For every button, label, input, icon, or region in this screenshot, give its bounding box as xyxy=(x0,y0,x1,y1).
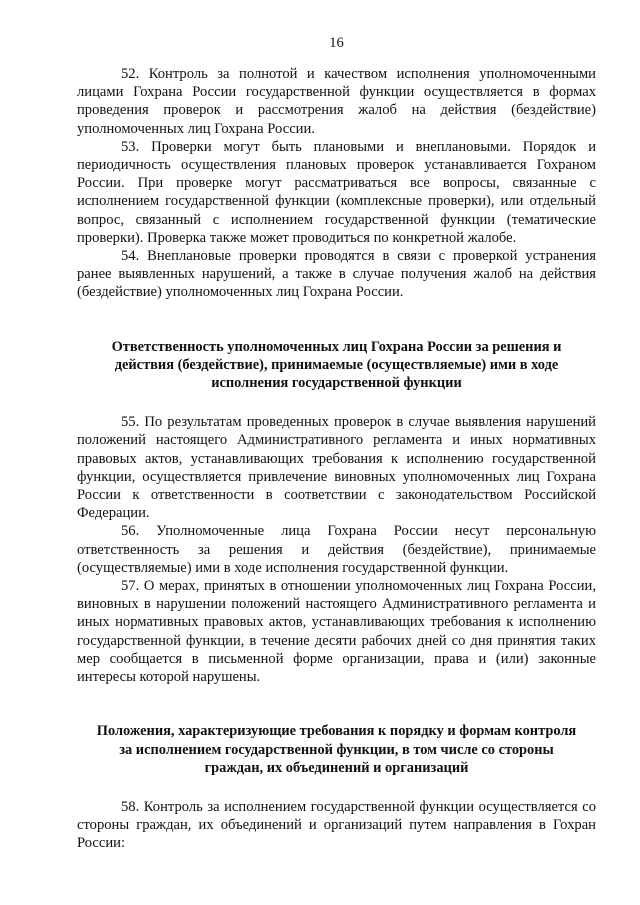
paragraph-54: 54. Внеплановые проверки проводятся в связи с проверкой устранения ранее выявленных нарушений, а также в случае получения жалоб на действия (бездействие) уполномоченных лиц Гохрана России. xyxy=(77,248,596,301)
paragraph-53: 53. Проверки могут быть плановыми и внеплановыми. Порядок и периодичность осуществления плановых проверок устанавливается Гохраном России. При проверке могут рассматриваться все вопросы, связанные с исполнением государственной функции (комплексные проверки), или отдельный вопрос, связанный с исполнением государственной функции (тематические проверки). Проверка также может проводиться по конкретной жалобе. xyxy=(77,138,596,246)
section-heading-control-requirements: Положения, характеризующие требования к порядку и формам контроля за исполнением государственной функции, в том числе со стороны граждан, их объединений и организаций xyxy=(96,723,577,776)
section-heading-responsibility: Ответственность уполномоченных лиц Гохрана России за решения и действия (бездействие), принимаемые (осуществляемые) ими в ходе исполнения государственной функции xyxy=(111,338,562,392)
paragraph-56: 56. Уполномоченные лица Гохрана России несут персональную ответственность за решения и действия (бездействие), принимаемые (осуществляемые) ими в ходе исполнения государственной функции. xyxy=(77,523,596,576)
paragraph-57: 57. О мерах, принятых в отношении уполномоченных лиц Гохрана России, виновных в нарушении положений настоящего Административного регламента и иных нормативных правовых актов, устанавливающих требования к исполнению государственной функции, в течение десяти рабочих дней со дня принятия таких мер сообщается в письменной форме организации, права и (или) законные интересы которой нарушены. xyxy=(77,578,596,686)
spacer xyxy=(77,777,596,798)
paragraph-52: 52. Контроль за полнотой и качеством исполнения уполномоченными лицами Гохрана России государственной функции осуществляется в формах проведения проверок и рассмотрения жалоб на действия (бездействие) уполномоченных лиц Гохрана России. xyxy=(77,66,596,137)
spacer xyxy=(77,302,596,338)
spacer xyxy=(77,392,596,413)
document-page xyxy=(77,34,596,853)
spacer xyxy=(77,686,596,722)
page-number: 16 xyxy=(329,35,344,51)
paragraph-55: 55. По результатам проведенных проверок в случае выявления нарушений положений настоящего Административного регламента и иных нормативных правовых актов, устанавливающих требования к исполнению государственной функции, осуществляется привлечение виновных уполномоченных лиц Гохрана России к ответственности в соответствии с законодательством Российской Федерации. xyxy=(77,414,596,522)
paragraph-58: 58. Контроль за исполнением государственной функции осуществляется со стороны граждан, их объединений и организаций путем направления в Гохран России: xyxy=(77,798,596,852)
